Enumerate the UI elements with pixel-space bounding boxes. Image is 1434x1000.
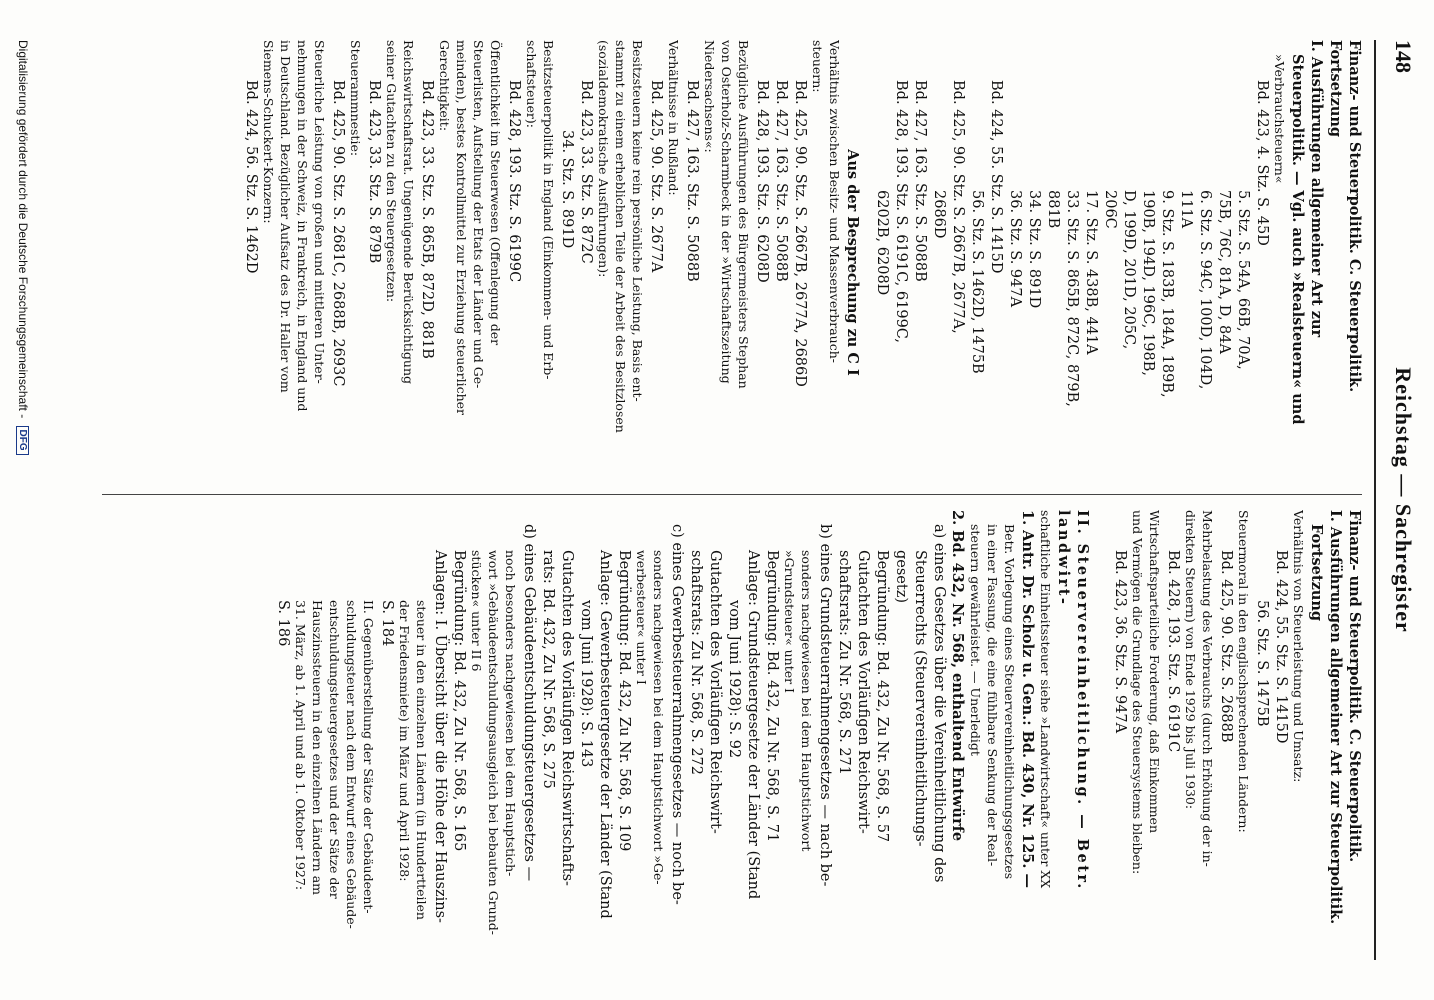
left-column-line: Bd. 427, 163. Stz. S. 5088B	[684, 80, 700, 282]
left-column-line: Bd. 424, 55. Stz. S. 1415D	[988, 80, 1004, 274]
left-column-line: Bd. 424, 56. Stz. S. 1462D	[243, 80, 259, 274]
left-column-line: Finanz- und Steuerpolitik. C. Steuerpolitik. Fortsetzung	[1327, 40, 1363, 398]
right-column-line: Verhältnis von Steuerleistung und Umsatz:	[1291, 510, 1306, 783]
left-column-line: Bd. 428, 193. Stz. S. 6199C	[506, 80, 522, 283]
right-column-line: Wirtschaftsparteiliche Forderung, daß Einkommen	[1147, 510, 1162, 833]
left-column-line: Bd. 425, 90. Stz. S. 2681C, 2688B, 2693C	[330, 80, 346, 387]
left-column-line: Gerechtigkeit:	[437, 40, 452, 132]
right-column-line: Begründung: Bd. 432, Zu Nr. 568, S. 165	[451, 550, 467, 852]
right-column-line: schaftsrats: Zu Nr. 568, S. 272	[688, 550, 704, 775]
right-column-line: steuern gewährleistet. — Unerledigt	[968, 524, 983, 756]
left-column-line: 56. Stz. S. 1462D, 1475B	[969, 190, 985, 374]
left-column-line: Bd. 425, 90. Stz. S. 2667B, 2677A,	[950, 80, 966, 334]
left-column-line: Besitzsteuern keine rein persönliche Leistung, Basis ent-	[630, 40, 645, 402]
right-column-line: Bd. 428, 193. Stz. S. 6191C	[1165, 550, 1181, 753]
left-column-line: Steuerliche Leistung von großen und mittleren Unter-	[312, 40, 327, 384]
left-column-line: Verhältnis zwischen Besitz- und Massenverbrauch-	[827, 40, 842, 363]
left-column-line: 881B	[1045, 190, 1061, 229]
left-column-line: Steuerammnestie:	[348, 40, 363, 157]
left-column-line: nehmungen in der Schweiz, in Frankreich, in England und	[295, 40, 310, 412]
left-column-line: Bd. 423, 33. Stz. S. 872C	[578, 80, 594, 264]
right-column-line: d) eines Gebäudeentschuldungsteuergesetzes —	[521, 524, 537, 882]
right-column-line: sonders nachgewiesen bei dem Hauptstichwort »Ge-	[651, 550, 666, 885]
left-column-line: stammt zu einem erheblichen Teile der Arbeit des Besitzlosen	[613, 40, 628, 433]
left-column-line: 6. Stz. S. 94C, 100D, 104D,	[1197, 190, 1213, 390]
right-column-line	[1092, 510, 1110, 955]
left-column-line: Niedersachsens«:	[702, 40, 717, 153]
column-divider	[102, 494, 1362, 495]
right-column-line: Betr. Vorlegung eines Steuervereinheitlichungsgesetzes	[1002, 524, 1017, 880]
right-column-line: Hauszinssteuern in den einzelnen Ländern am	[310, 600, 325, 896]
left-column-line: Bd. 427, 163. Stz. S. 5088B	[912, 80, 928, 282]
right-column-line: Gutachten des Vorläufigen Reichswirtschafts-	[559, 550, 575, 886]
right-column-line: der Friedensmiete) im März und April 1928:	[397, 600, 412, 882]
right-column-line: Anlage: Gewerbesteuergesetze der Länder (Stand	[597, 550, 613, 919]
right-column-line: II. Steuervereinheitlichung. — Betr. landwirt-	[1055, 510, 1091, 899]
right-column-line: Begründung: Bd. 432, Zu Nr. 568, S. 57	[874, 550, 890, 843]
right-column-line: noch besonders nachgewiesen bei dem Hauptstich-	[503, 550, 518, 877]
left-column-line: 6202B, 6208D	[874, 190, 890, 296]
left-column-line: Bd. 427, 163. Stz. S. 5088B	[773, 80, 789, 282]
right-column-line: Anlage: Grundsteuergesetze der Länder (Stand	[745, 550, 761, 900]
right-column-line: c) eines Gewerbesteuerrahmengesetzes — noch be-	[669, 524, 685, 905]
right-column-line: vom Juni 1928): S. 143	[578, 600, 594, 768]
right-column-line: werbesteuer« unter I	[634, 550, 649, 685]
left-column-line: Bezügliche Ausführungen des Bürgermeisters Stephan	[736, 40, 751, 389]
right-column-line: »Grundsteuer« unter I	[782, 550, 797, 693]
right-column-line: rats: Bd. 432, Zu Nr. 568, S. 275	[540, 550, 556, 789]
right-column-line: 1. Antr. Dr. Scholz u. Gen.: Bd. 430, Nr. 125. —	[1019, 510, 1036, 888]
left-column-line	[862, 40, 872, 485]
left-column-line: 75B, 76C, 81A, D, 84A	[1216, 190, 1232, 354]
right-column-line: 31. März, ab 1. April und ab 1. Oktober 1927:	[293, 600, 308, 891]
left-column-line: Besitzsteuerpolitik in England (Einkommen- und Erb-	[541, 40, 556, 380]
left-column-line: seiner Gutachten zu den Steuergesetzen:	[384, 40, 399, 303]
left-column-line: I. Ausführungen allgemeiner Art zur	[1308, 40, 1325, 338]
left-column-line: Bd. 428, 193. Stz. S. 6191C, 6199C,	[893, 80, 909, 343]
right-column-line: Fortsetzung	[1308, 524, 1325, 622]
left-column-line: »Verbrauchsteuern«	[1272, 54, 1287, 184]
left-column-line: schaftsteuer):	[524, 40, 539, 128]
footer-credit: Digitalisierung gefördert durch die Deutsche Forschungsgemeinschaft -	[16, 40, 30, 419]
left-column-line: 17. Stz. S. 438B, 441A	[1083, 190, 1099, 355]
left-column-line: von Osterholz-Scharmbeck in der »Wirtschaftszeitung	[719, 40, 734, 384]
left-column-line: 36. Stz. S. 947A	[1007, 190, 1023, 308]
right-column-line: S. 186	[275, 600, 291, 647]
left-column-line: 33. Stz. S. 865B, 872C, 879B,	[1064, 190, 1080, 407]
left-column-line: 111A	[1178, 190, 1194, 229]
right-column-line: schaftsrats: Zu Nr. 568, S. 271	[836, 550, 852, 775]
right-column-line: S. 184	[379, 600, 395, 647]
right-column-line: Finanz- und Steuerpolitik. C. Steuerpolitik.	[1346, 510, 1363, 863]
left-column-line: 5. Stz. S. 54A, 66B, 70A,	[1235, 190, 1251, 370]
right-column-line: a) eines Gesetzes über die Vereinheitlichung des	[931, 524, 947, 883]
right-column-line: in einer Fassung, die eine fühlbare Senkung der Real-	[985, 524, 1000, 867]
right-column-line: steuer in den einzelnen Ländern (in Hundertteilen	[414, 600, 429, 920]
left-column-line: 34. Stz. S. 891D	[559, 130, 575, 249]
right-column-line: wort »Gebäudeentschuldungsausgleich bei bebauten Grund-	[486, 550, 501, 935]
right-column-line: Anlagen: I. Übersicht über die Höhe der Hauszins-	[432, 550, 448, 923]
right-column-line: 2. Bd. 432, Nr. 568, enthaltend Entwürfe	[949, 510, 966, 842]
right-column-line: sonders nachgewiesen bei dem Hauptstichwort	[799, 550, 814, 852]
right-column-line: Steuerrechts (Steuervereinheitlichungs-	[912, 550, 928, 847]
right-column	[94, 510, 1364, 955]
left-column-line: meinden), bestes Kontrollmittel zur Erziehung steuerlicher	[454, 40, 469, 416]
left-column-line: Siemens-Schuckert-Konzern:	[261, 40, 276, 224]
right-column-line: Begründung: Bd. 432, Zu Nr. 568, S. 71	[764, 550, 780, 843]
left-column-line: Bd. 423, 33. Stz. S. 879B	[366, 80, 382, 264]
right-column-line: vom Juni 1928): S. 92	[726, 600, 742, 759]
left-column-line: Bd. 428, 193. Stz. S. 6208D	[754, 80, 770, 283]
left-column-line: Aus der Besprechung zu C I	[844, 149, 861, 376]
left-column-line: Steuerpolitik. — Vgl. auch »Realsteuern« und	[1289, 54, 1306, 425]
right-column-line: Gutachten des Vorläufigen Reichswirt-	[855, 550, 871, 834]
right-column-line: b) eines Grundsteuerrahmengesetzes — nach be-	[817, 524, 833, 887]
left-column-line: 2686D	[931, 190, 947, 239]
left-column-line: Bd. 425, 90. Stz. S. 2677A	[648, 80, 664, 273]
left-column-line: Bd. 423, 4. Stz. S. 45D	[1254, 80, 1270, 246]
dfg-logo: DFG	[16, 426, 29, 455]
right-column-line: direkten Steuern) von Ende 1929 bis Juli 1930:	[1183, 510, 1198, 810]
right-column-line: Gutachten des Vorläufigen Reichswirt-	[707, 550, 723, 834]
left-column-line: 206C	[1102, 190, 1118, 229]
left-column-line: Verhältnisse in Rußland:	[666, 40, 681, 196]
left-column-line: D, 199D, 201D, 205C,	[1121, 190, 1137, 350]
left-column-line: Reichswirtschaftsrat. Ungenügende Berücksichtigung	[401, 40, 416, 385]
page-footer	[16, 0, 30, 1000]
left-column-line: 9. Stz. S. 183B, 184A, 189B,	[1159, 190, 1175, 398]
left-column-line: in Deutschland. Bezüglicher Aufsatz des Dr. Haller vom	[278, 40, 293, 393]
right-column-line: Bd. 425, 90. Stz. S. 2688B	[1218, 550, 1234, 743]
right-column-line: Steuermoral in den englischsprechenden Ländern:	[1236, 510, 1251, 833]
left-column-line: Bd. 423, 33. Stz. S. 865B, 872D, 881B	[419, 80, 435, 359]
right-column-line: I. Ausführungen allgemeiner Art zur Steuerpolitik.	[1327, 510, 1344, 925]
right-column-line: schaftliche Einheitssteuer siehe »Landwirtschaft« unter XX	[1038, 510, 1053, 889]
right-column-line: entschuldungsteuergesetzes und der Sätze der	[327, 600, 342, 899]
left-column-line: Steuerlisten, Aufstellung der Etats der Länder und Ge-	[471, 40, 486, 389]
left-column-line: steuern:	[810, 40, 825, 93]
left-column-line: Öffentlichkeit im Steuerwesen (Offenlegung der	[488, 40, 503, 346]
right-column-line: II. Gegenüberstellung der Sätze der Gebäudeent-	[361, 600, 376, 914]
page-number: 148	[1391, 40, 1416, 73]
right-column-line: Begründung: Bd. 432, Zu Nr. 568, S. 109	[616, 550, 632, 852]
right-column-line: schuldungsteuer nach dem Entwurf eines Gebäude-	[344, 600, 359, 929]
right-column-line: Mehrbelastung des Verbrauchs (durch Erhöhung der in-	[1200, 510, 1215, 867]
left-column	[94, 40, 1364, 485]
running-title: Reichstag — Sachregister	[1391, 367, 1416, 633]
right-column-line: und Vermögen die Grundlage des Steuersystems bleiben:	[1130, 510, 1145, 875]
right-column-line: stücken« unter II 6	[469, 550, 484, 672]
right-column-line: gesetz)	[893, 550, 909, 604]
left-column-line: (sozialdemokratische Ausführungen):	[596, 40, 611, 278]
left-column-line: 190B, 194D, 196C, 198B,	[1140, 190, 1156, 376]
right-column-line: Bd. 424, 55. Stz. S. 1415D	[1273, 550, 1289, 744]
left-column-line: Bd. 425, 90. Stz. S. 2667B, 2677A, 2686D	[792, 80, 808, 387]
right-column-line: Bd. 423, 36. Stz. S. 947A	[1112, 550, 1128, 734]
page-header	[1374, 40, 1420, 960]
left-column-line: 34. Stz. S. 891D	[1026, 190, 1042, 309]
right-column-line: 56. Stz. S. 1475B	[1254, 600, 1270, 727]
